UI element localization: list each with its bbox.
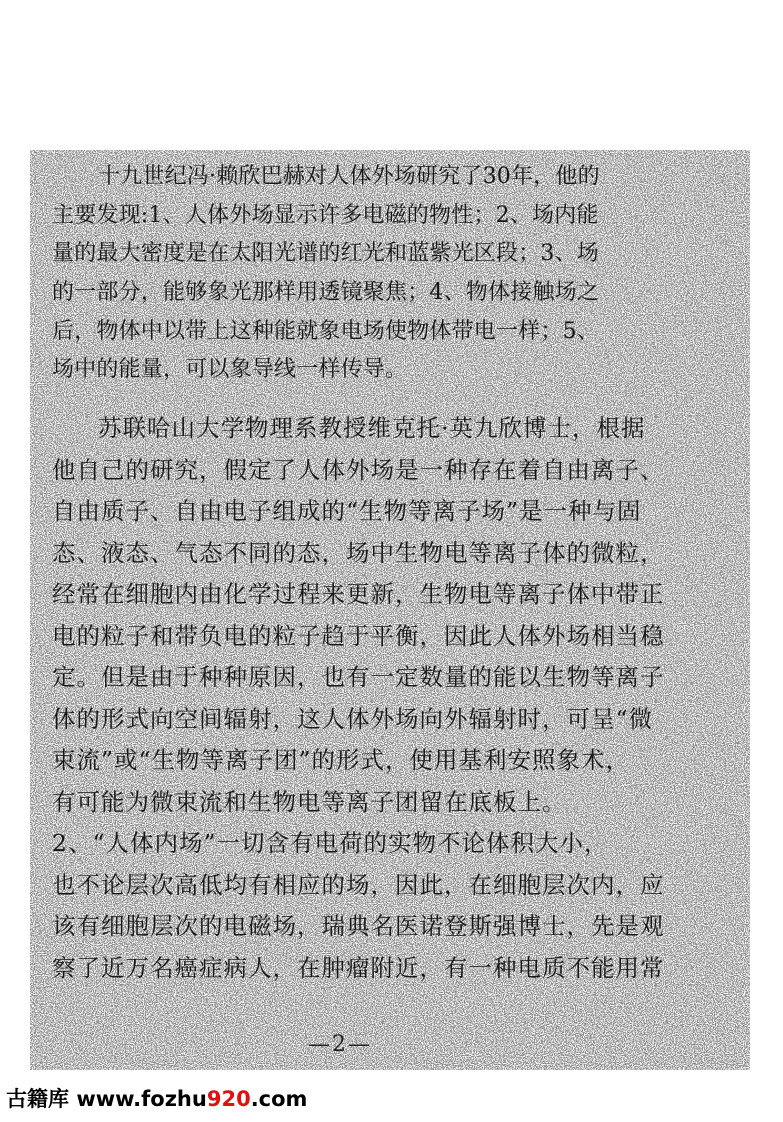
text-line: 有可能为微束流和生物电等离子团留在底板上。 <box>52 787 567 816</box>
text-line: 自由质子、自由电子组成的“生物等离子场”是一种与固 <box>52 497 642 526</box>
text-line: 十九世纪冯·赖欣巴赫对人体外场研究了30年，他的 <box>98 164 600 189</box>
page-number: —2— <box>308 1032 372 1057</box>
body-text <box>52 158 722 989</box>
text-line: 察了近万名癌症病人，在肿瘤附近，有一种电质不能用常 <box>52 953 665 982</box>
text-line: 场中的能量，可以象导线一样传导。 <box>52 357 408 383</box>
text-line: 经常在细胞内由化学过程来更新，生物电等离子体中带正 <box>52 580 665 609</box>
text-line: 电的粒子和带负电的粒子趋于平衡，因此人体外场相当稳 <box>52 621 665 650</box>
watermark-site-name: 古籍库 <box>6 1087 69 1111</box>
text-line: 2、“人体内场”一切含有电荷的实物不论体积大小， <box>52 829 609 858</box>
text-line: 他自己的研究，假定了人体外场是一种存在着自由离子、 <box>52 455 665 484</box>
paragraph-2 <box>52 408 722 989</box>
watermark-url-number: 920 <box>206 1087 251 1111</box>
text-line: 体的形式向空间辐射，这人体外场向外辐射时，可呈“微 <box>52 704 654 733</box>
text-line: 主要发现:1、人体外场显示许多电磁的物性；2、场内能 <box>52 202 599 228</box>
text-line: 也不论层次高低均有相应的场，因此，在细胞层次内，应 <box>52 870 665 899</box>
paragraph-1 <box>52 158 722 390</box>
text-line: 的一部分，能够象光那样用透镜聚焦；4、物体接触场之 <box>52 280 599 306</box>
text-line: 态、液态、气态不同的态，场中生物电等离子体的微粒， <box>52 538 665 567</box>
watermark-url-suffix: .com <box>250 1087 308 1111</box>
text-line: 定。但是由于种种原因，也有一定数量的能以生物等离子 <box>52 663 665 692</box>
text-line: 后，物体中以带上这种能就象电场使物体带电一样；5、 <box>52 318 599 344</box>
text-line: 该有细胞层次的电磁场，瑞典名医诺登斯强博士，先是观 <box>52 912 665 941</box>
watermark-url-prefix: www.fozhu <box>76 1087 207 1111</box>
text-line: 苏联哈山大学物理系教授维克托·英九欣博士，根据 <box>98 414 646 443</box>
text-line: 束流”或“生物等离子团”的形式，使用基利安照象术， <box>52 746 631 775</box>
site-watermark <box>0 1082 313 1116</box>
text-line: 量的最大密度是在太阳光谱的红光和蓝紫光区段；3、场 <box>52 241 599 267</box>
